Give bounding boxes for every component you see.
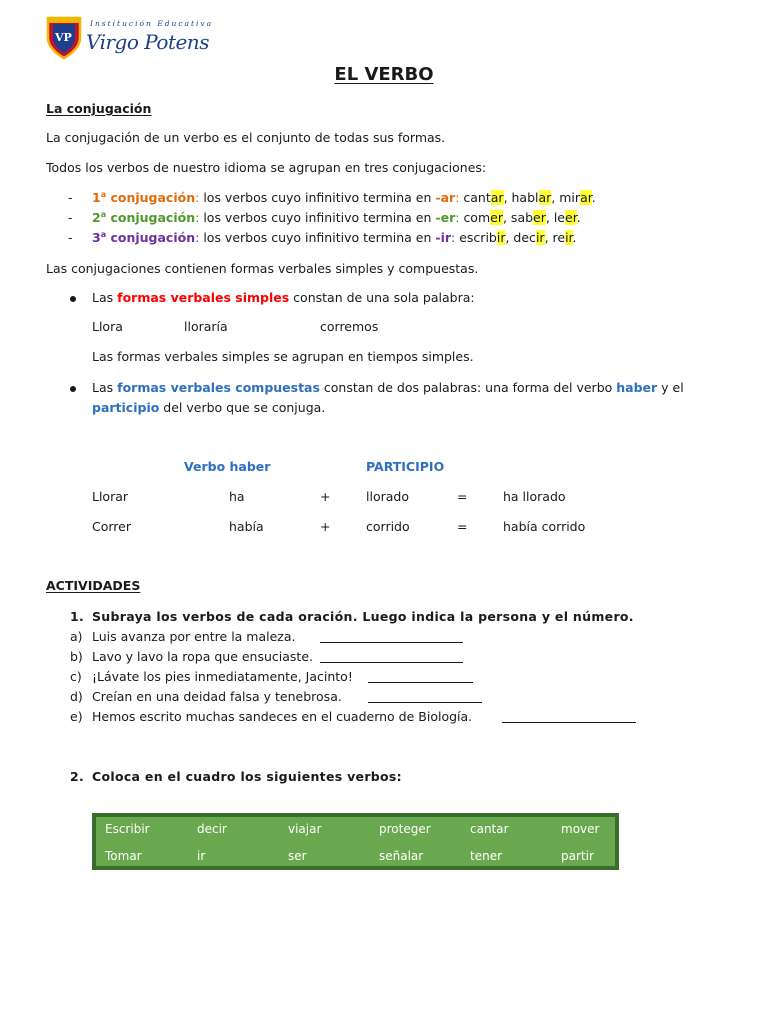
example-stem: , dec — [505, 230, 536, 246]
conjugation-3-line — [92, 230, 577, 245]
example-stem: , habl — [503, 190, 539, 206]
item-b-text: Lavo y lavo la ropa que ensuciaste. — [92, 649, 314, 664]
item-d-text: Creían en una deidad falsa y tenebrosa. — [92, 689, 342, 704]
question-2-number: 2. — [70, 769, 85, 784]
conjugation-label: conjugación — [110, 210, 196, 226]
verb-cell: viajar — [288, 822, 322, 836]
question-1-text: Subraya los verbos de cada oración. Luego indica la persona y el número. — [92, 609, 634, 624]
text: constan de dos palabras: una forma del verbo — [319, 380, 617, 395]
page-title: EL VERBO — [334, 64, 434, 85]
conjugation-2-dash: - — [68, 210, 73, 225]
item-c-letter: c) — [70, 669, 82, 684]
simple-example-2: lloraría — [184, 319, 228, 334]
ordinal: 1 — [92, 190, 101, 206]
separator: : — [455, 210, 464, 226]
text: constan de una sola palabra: — [289, 290, 475, 305]
logo-letters: VP — [55, 31, 72, 44]
period: . — [576, 210, 581, 226]
institution-type: Institución Educativa — [90, 19, 214, 28]
table-row-2-result: había corrido — [503, 519, 586, 534]
example-ending: er — [565, 210, 577, 226]
item-b-letter: b) — [70, 649, 83, 664]
text: y el — [657, 380, 684, 395]
separator: : — [455, 190, 464, 206]
example-ending: ir — [535, 230, 545, 246]
ordinal: 2 — [92, 210, 101, 226]
separator: : — [451, 230, 460, 246]
paragraph-definition: La conjugación de un verbo es el conjunto de todas sus formas. — [46, 130, 446, 145]
verb-cell: decir — [197, 822, 227, 836]
verb-cell: mover — [561, 822, 600, 836]
conjugation-text: los verbos cuyo infinitivo termina en — [199, 230, 436, 246]
conjugation-1-line — [92, 190, 596, 205]
ending: -ar — [435, 190, 456, 206]
table-row-2-plus: + — [320, 519, 331, 534]
verb-cell: ser — [288, 849, 307, 863]
verb-cell: cantar — [470, 822, 509, 836]
verb-cell: partir — [561, 849, 594, 863]
table-row-1-equals: = — [457, 489, 468, 504]
institution-name: Virgo Potens — [86, 30, 209, 54]
period: . — [572, 230, 577, 246]
colon: : — [195, 230, 200, 246]
colon: : — [195, 190, 200, 206]
section-heading-conjugacion: La conjugación — [46, 101, 152, 116]
question-2-text: Coloca en el cuadro los siguientes verbos: — [92, 769, 402, 784]
text: del verbo que se conjuga. — [159, 400, 326, 415]
simple-forms-line — [92, 290, 475, 305]
table-row-2-participle: corrido — [366, 519, 410, 534]
example-stem: cant — [463, 190, 491, 206]
example-ending: ir — [565, 230, 573, 246]
table-row-1-participle: llorado — [366, 489, 409, 504]
table-row-1-plus: + — [320, 489, 331, 504]
item-e-letter: e) — [70, 709, 83, 724]
ordinal-sup: a — [100, 190, 107, 199]
compound-forms-line-2 — [92, 400, 325, 415]
question-1-number: 1. — [70, 609, 85, 624]
conjugation-1-dash: - — [68, 190, 73, 205]
answer-blank-b[interactable] — [320, 649, 463, 663]
table-row-1-result: ha llorado — [503, 489, 566, 504]
table-row-2-equals: = — [457, 519, 468, 534]
verb-cell: Escribir — [105, 822, 150, 836]
example-stem: , le — [545, 210, 566, 226]
example-stem: , mir — [551, 190, 581, 206]
simple-forms-note: Las formas verbales simples se agrupan en tiempos simples. — [92, 349, 474, 364]
bullet-icon — [70, 386, 76, 392]
example-ending: er — [533, 210, 546, 226]
verb-cell: tener — [470, 849, 503, 863]
example-ending: ar — [490, 190, 504, 206]
item-e-text: Hemos escrito muchas sandeces en el cuaderno de Biología. — [92, 709, 473, 724]
period: . — [591, 190, 596, 206]
table-row-2-verb: Correr — [92, 519, 131, 534]
ordinal-sup: a — [100, 230, 107, 239]
example-ending: ar — [580, 190, 592, 206]
conjugation-label: conjugación — [110, 190, 196, 206]
text: Las — [92, 290, 118, 305]
section-heading-actividades: ACTIVIDADES — [46, 578, 141, 593]
verbs-table — [92, 813, 619, 870]
verb-cell: señalar — [379, 849, 424, 863]
table-header-haber: Verbo haber — [184, 459, 271, 474]
conjugation-2-line — [92, 210, 581, 225]
example-ending: ar — [538, 190, 552, 206]
example-stem: com — [463, 210, 491, 226]
bullet-icon — [70, 296, 76, 302]
item-a-text: Luis avanza por entre la maleza. — [92, 629, 296, 644]
item-c-text: ¡Lávate los pies inmediatamente, Jacinto! — [92, 669, 353, 684]
compound-forms-line — [92, 380, 684, 395]
ordinal-sup: a — [100, 210, 107, 219]
conjugation-label: conjugación — [110, 230, 196, 246]
ending: -ir — [435, 230, 452, 246]
simple-example-1: Llora — [92, 319, 123, 334]
simple-example-3: corremos — [320, 319, 379, 334]
table-header-participio: PARTICIPIO — [366, 459, 445, 474]
verb-cell: proteger — [379, 822, 431, 836]
conjugation-3-dash: - — [68, 230, 73, 245]
answer-blank-c[interactable] — [368, 669, 473, 683]
simple-forms-term: formas verbales simples — [117, 290, 290, 305]
verb-cell: Tomar — [105, 849, 142, 863]
verb-cell: ir — [197, 849, 206, 863]
item-d-letter: d) — [70, 689, 83, 704]
example-ending: er — [490, 210, 503, 226]
example-stem: , sab — [502, 210, 534, 226]
example-stem: escrib — [459, 230, 497, 246]
participio-term: participio — [92, 400, 160, 415]
example-ending: ir — [496, 230, 506, 246]
ending: -er — [435, 210, 456, 226]
paragraph-forms: Las conjugaciones contienen formas verbales simples y compuestas. — [46, 261, 479, 276]
haber-term: haber — [616, 380, 658, 395]
table-row-1-verb: Llorar — [92, 489, 129, 504]
ordinal: 3 — [92, 230, 101, 246]
example-stem: , re — [544, 230, 566, 246]
colon: : — [195, 210, 200, 226]
conjugation-text: los verbos cuyo infinitivo termina en — [199, 210, 436, 226]
answer-blank-a[interactable] — [320, 629, 463, 643]
item-a-letter: a) — [70, 629, 83, 644]
compound-forms-term: formas verbales compuestas — [117, 380, 320, 395]
answer-blank-d[interactable] — [368, 689, 482, 703]
school-logo — [46, 16, 82, 60]
paragraph-groups: Todos los verbos de nuestro idioma se agrupan en tres conjugaciones: — [46, 160, 487, 175]
table-row-2-haber: había — [229, 519, 264, 534]
table-row-1-haber: ha — [229, 489, 245, 504]
text: Las — [92, 380, 118, 395]
conjugation-text: los verbos cuyo infinitivo termina en — [199, 190, 436, 206]
answer-blank-e[interactable] — [502, 709, 636, 723]
